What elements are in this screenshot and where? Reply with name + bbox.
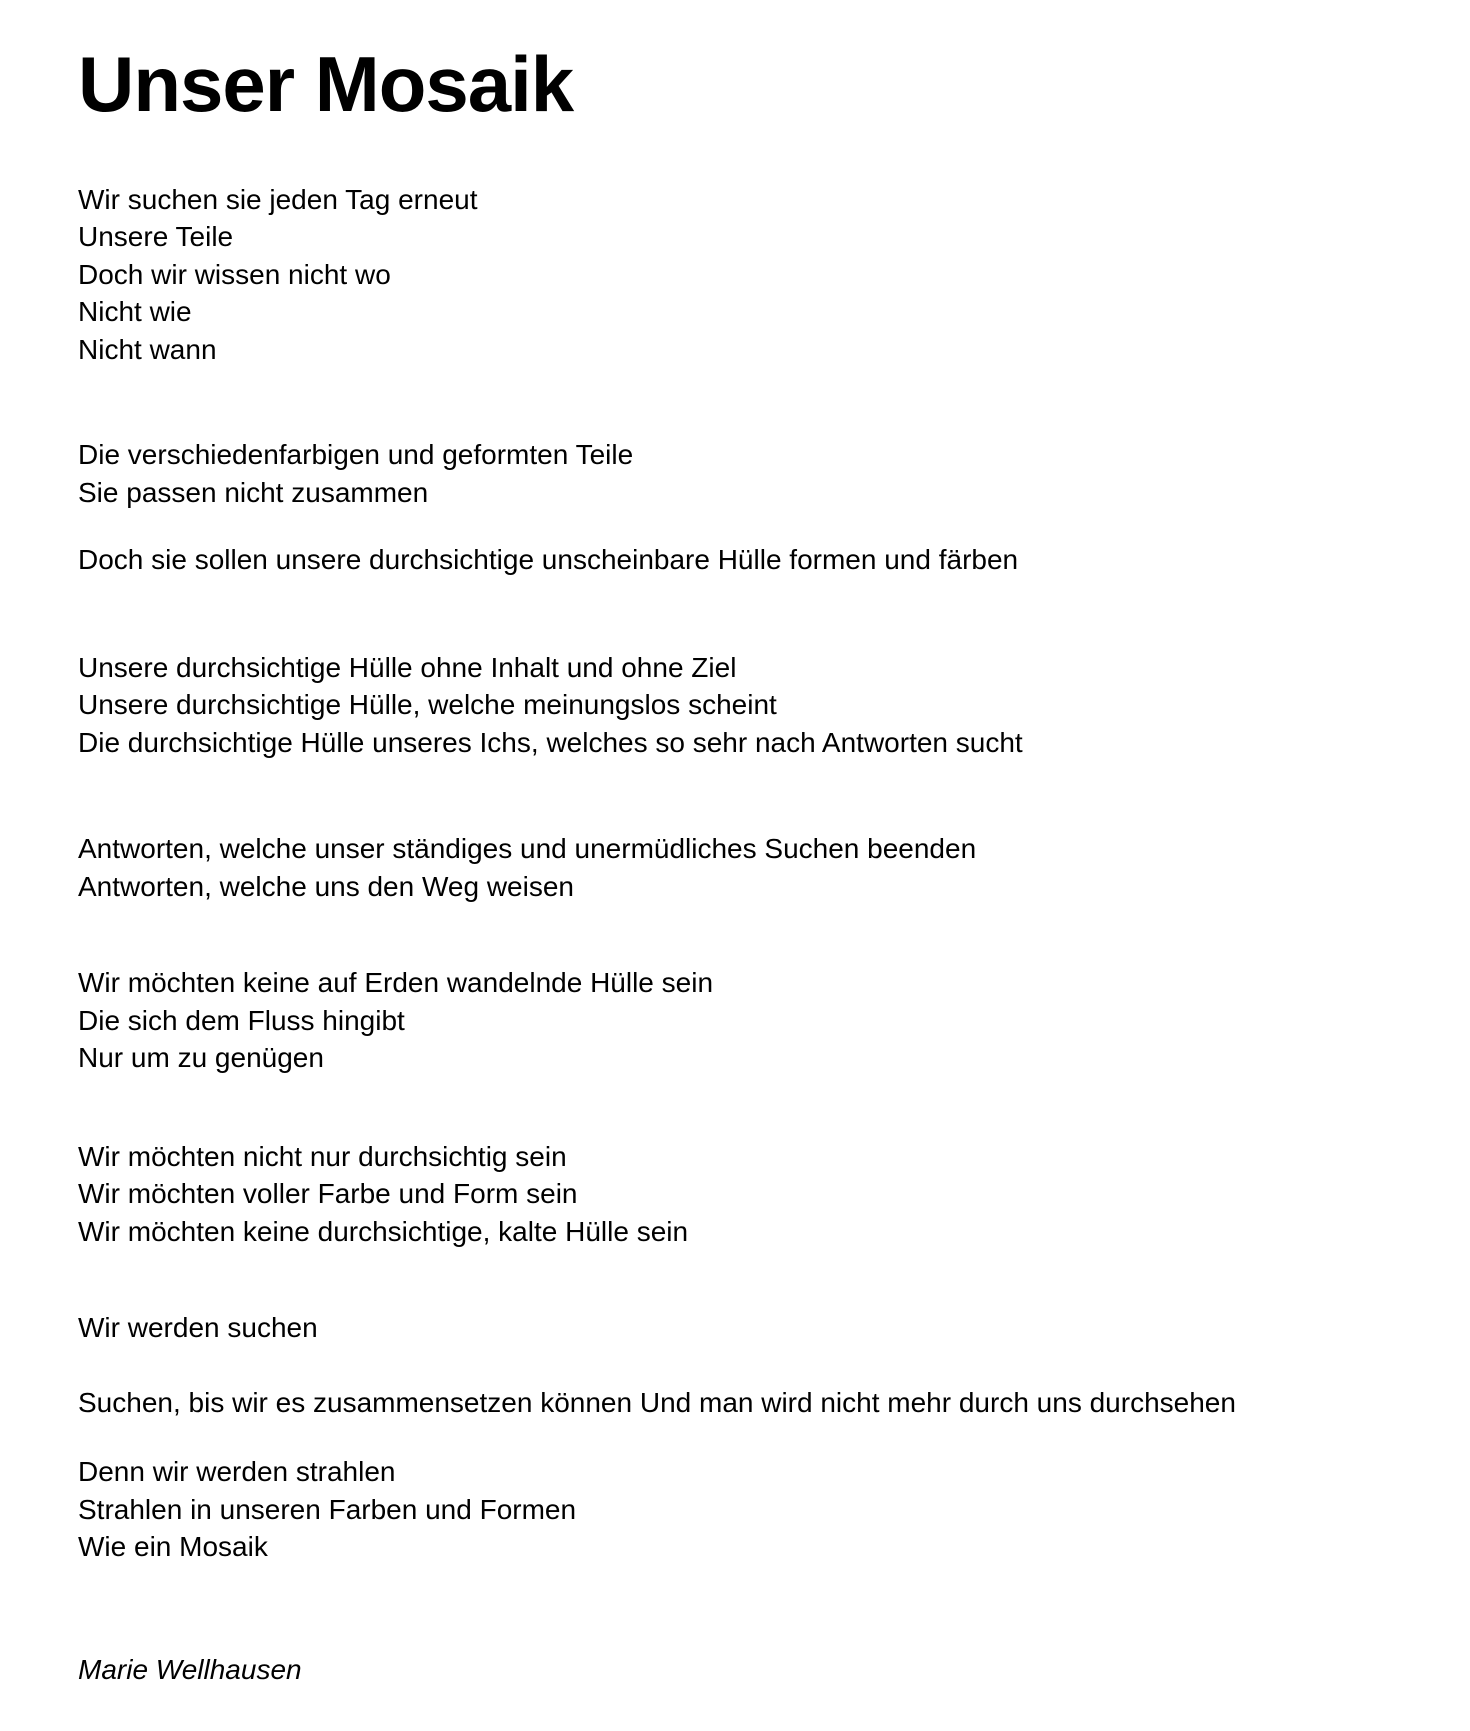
poem-line: Strahlen in unseren Farben und Formen <box>78 1493 577 1525</box>
poem-line: Wir suchen sie jeden Tag erneut <box>78 183 478 215</box>
poem-line: Unsere durchsichtige Hülle, welche meinungslos scheint <box>78 689 777 721</box>
poem-line: Suchen, bis wir es zusammensetzen können Und man wird nicht mehr durch uns durchsehen <box>78 1386 1236 1418</box>
poem-stanza <box>78 964 1415 1077</box>
poem-line: Antworten, welche unser ständiges und unermüdliches Suchen beenden <box>78 833 977 865</box>
poem-stanza <box>78 181 1415 369</box>
poem-line: Denn wir werden strahlen <box>78 1456 396 1488</box>
poem-body <box>78 181 1415 1566</box>
poem-line: Wir möchten nicht nur durchsichtig sein <box>78 1140 567 1172</box>
poem-line: Wir möchten voller Farbe und Form sein <box>78 1178 578 1210</box>
poem-stanza <box>78 1309 1415 1347</box>
poem-stanza <box>78 1384 1415 1422</box>
poem-line: Die sich dem Fluss hingibt <box>78 1004 405 1036</box>
poem-line: Die verschiedenfarbigen und geformten Teile <box>78 439 634 471</box>
poem-stanza <box>78 1138 1415 1251</box>
poem-line: Wir möchten keine auf Erden wandelnde Hülle sein <box>78 967 714 999</box>
poem-stanza <box>78 541 1415 579</box>
poem-author: Marie Wellhausen <box>78 1653 302 1685</box>
poem-line: Wie ein Mosaik <box>78 1531 268 1563</box>
poem-line: Wir werden suchen <box>78 1312 318 1344</box>
poem-title: Unser Mosaik <box>78 40 574 128</box>
poem-line: Unsere Teile <box>78 221 234 253</box>
poem-line: Nicht wie <box>78 296 192 328</box>
poem-line: Doch wir wissen nicht wo <box>78 258 391 290</box>
poem-line: Doch sie sollen unsere durchsichtige unscheinbare Hülle formen und färben <box>78 544 1019 576</box>
poem-stanza <box>78 1453 1415 1566</box>
poem-stanza <box>78 436 1415 511</box>
poem-line: Die durchsichtige Hülle unseres Ichs, welches so sehr nach Antworten sucht <box>78 726 1023 758</box>
poem-line: Nur um zu genügen <box>78 1042 324 1074</box>
poem-line: Sie passen nicht zusammen <box>78 476 429 508</box>
poem-line: Unsere durchsichtige Hülle ohne Inhalt und ohne Ziel <box>78 651 737 683</box>
poem-line: Wir möchten keine durchsichtige, kalte Hülle sein <box>78 1215 689 1247</box>
poem-line: Antworten, welche uns den Weg weisen <box>78 870 574 902</box>
poem-line: Nicht wann <box>78 333 217 365</box>
poem-stanza <box>78 649 1415 762</box>
poem-stanza <box>78 830 1415 905</box>
